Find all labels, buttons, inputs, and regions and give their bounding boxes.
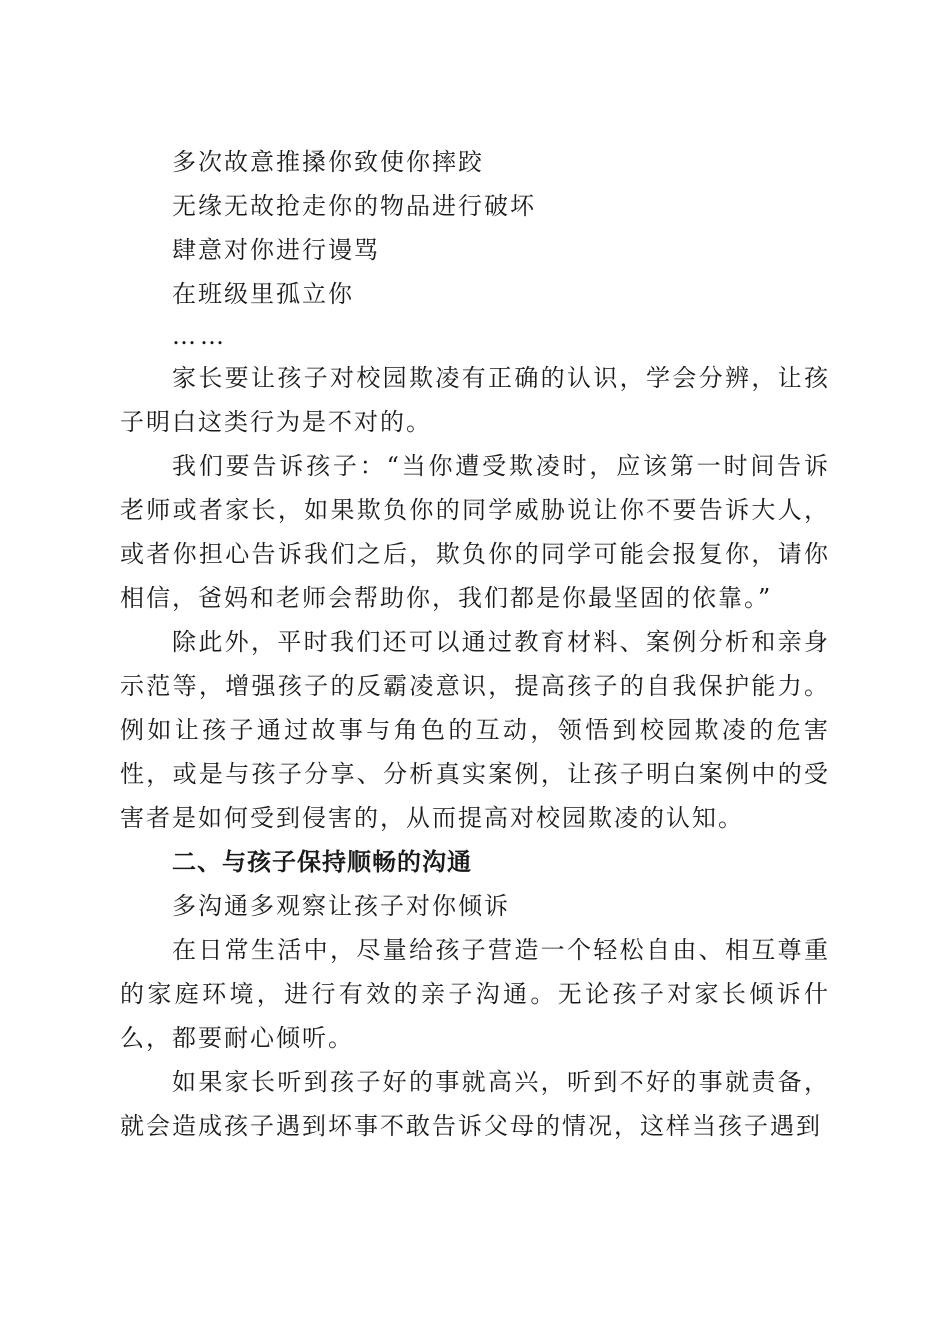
list-item: 无缘无故抢走你的物品进行破坏 [172, 192, 536, 220]
section-heading: 二、与孩子保持顺畅的沟通 [172, 848, 472, 876]
list-item: 肆意对你进行谩骂 [172, 236, 380, 264]
list-item: 在班级里孤立你 [172, 280, 354, 308]
document-body [120, 140, 830, 1148]
paragraph: 我们要告诉孩子：“当你遭受欺凌时，应该第一时间告诉老师或者家长，如果欺负你的同学威胁说让你不要告诉大人，或者你担心告诉我们之后，欺负你的同学可能会报复你，请你相信，爸妈和老师会帮助你，我们都是你最坚固的依靠。” [120, 452, 830, 612]
paragraph: 除此外，平时我们还可以通过教育材料、案例分析和亲身示范等，增强孩子的反霸凌意识，提高孩子的自我保护能力。例如让孩子通过故事与角色的互动，领悟到校园欺凌的危害性，或是与孩子分享、分析真实案例，让孩子明白案例中的受害者是如何受到侵害的，从而提高对校园欺凌的认知。 [120, 628, 830, 832]
paragraph: 在日常生活中，尽量给孩子营造一个轻松自由、相互尊重的家庭环境，进行有效的亲子沟通。无论孩子对家长倾诉什么，都要耐心倾听。 [120, 936, 830, 1052]
ellipsis-line: …… [172, 322, 228, 350]
subheading: 多沟通多观察让孩子对你倾诉 [172, 892, 510, 920]
paragraph: 如果家长听到孩子好的事就高兴，听到不好的事就责备，就会造成孩子遇到坏事不敢告诉父母的情况，这样当孩子遇到 [120, 1068, 830, 1140]
paragraph: 家长要让孩子对校园欺凌有正确的认识，学会分辨，让孩子明白这类行为是不对的。 [120, 364, 830, 436]
list-item: 多次故意推搡你致使你摔跤 [172, 148, 484, 176]
